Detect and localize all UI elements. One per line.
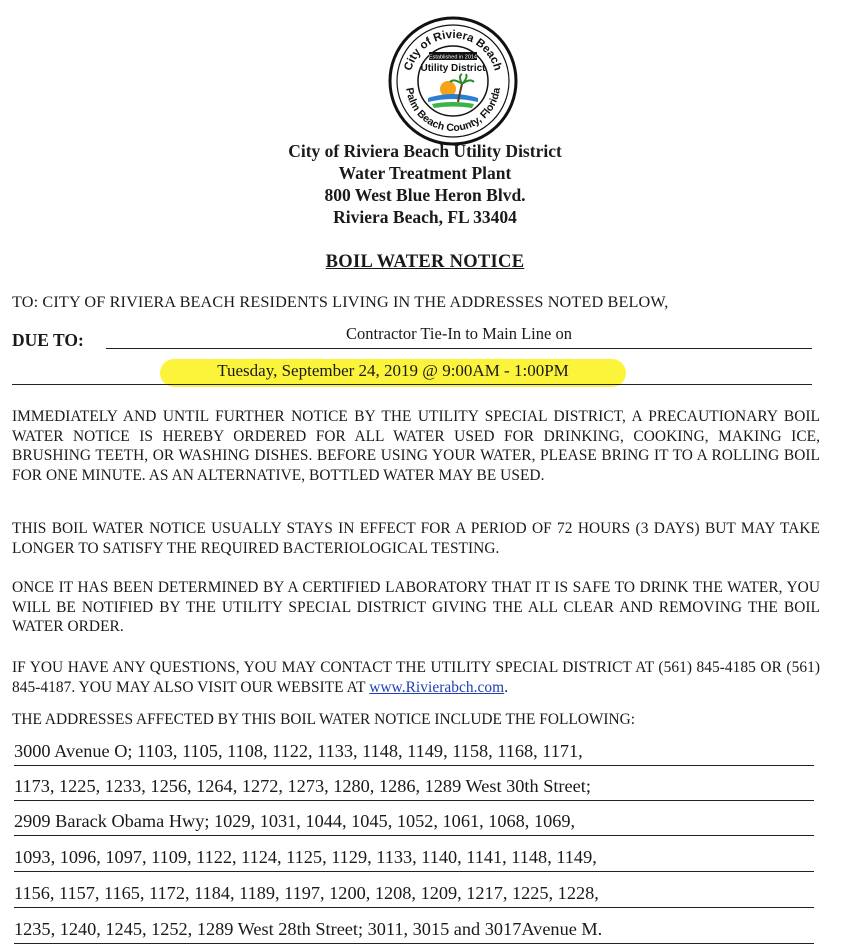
header-plant: Water Treatment Plant — [338, 163, 512, 183]
seal-center-text: Utility District — [420, 63, 486, 74]
website-link[interactable]: www.Rivierabch.com — [369, 678, 505, 696]
addresses-intro: THE ADDRESSES AFFECTED BY THIS BOIL WATER NOTICE INCLUDE THE FOLLOWING: — [12, 711, 636, 728]
address-line — [14, 874, 822, 908]
address-line — [14, 802, 822, 836]
utility-district-seal-logo — [388, 16, 518, 146]
paragraph-duration: THIS BOIL WATER NOTICE USUALLY STAYS IN EFFECT FOR A PERIOD OF 72 HOURS (3 DAYS) BUT MAY TAKE LONGER TO SATISFY THE REQUIRED BACTERIOLOGICAL TESTING. — [12, 520, 820, 557]
address-line-text: 1173, 1225, 1233, 1256, 1264, 1272, 1273, 1280, 1286, 1289 West 30th Street; — [14, 776, 591, 796]
paragraph-contact — [12, 658, 820, 697]
contact-end: . — [504, 678, 509, 696]
address-line-text: 3000 Avenue O; 1103, 1105, 1108, 1122, 1133, 1148, 1149, 1158, 1168, 1171, — [14, 741, 583, 761]
address-line-text: 1235, 1240, 1245, 1252, 1289 West 28th Street; 3011, 3015 and 3017Avenue M. — [14, 919, 603, 939]
address-line — [14, 910, 822, 944]
due-reason-rule — [106, 348, 812, 349]
due-to-label: DUE TO: — [12, 330, 84, 350]
header-organization: City of Riviera Beach Utility District — [288, 141, 562, 161]
address-line — [14, 838, 822, 872]
address-line — [14, 732, 822, 766]
seal-established-text: Established in 2014 — [428, 54, 478, 61]
due-datetime-rule — [12, 384, 812, 385]
header-street: 800 West Blue Heron Blvd. — [324, 185, 526, 205]
address-line-text: 1156, 1157, 1165, 1172, 1184, 1189, 1197, 1200, 1208, 1209, 1217, 1225, 1228, — [14, 883, 599, 903]
seal-ring-bottom-text: Palm Beach County, Florida — [403, 86, 503, 135]
notice-title: BOIL WATER NOTICE — [325, 252, 525, 272]
address-line-text: 2909 Barack Obama Hwy; 1029, 1031, 1044, 1045, 1052, 1061, 1068, 1069, — [14, 811, 576, 831]
address-line-text: 1093, 1096, 1097, 1109, 1122, 1124, 1125, 1129, 1133, 1140, 1141, 1148, 1149, — [14, 847, 597, 867]
due-datetime: Tuesday, September 24, 2019 @ 9:00AM - 1:00PM — [217, 361, 569, 380]
contact-text: IF YOU HAVE ANY QUESTIONS, YOU MAY CONTACT THE UTILITY SPECIAL DISTRICT AT (561) 845-4185 OR (561) 845-4187. YOU MAY ALSO VISIT OUR WEBSITE AT — [12, 659, 820, 696]
due-reason: Contractor Tie-In to Main Line on — [346, 324, 572, 343]
header-city: Riviera Beach, FL 33404 — [333, 207, 517, 227]
paragraph-boil-order: IMMEDIATELY AND UNTIL FURTHER NOTICE BY THE UTILITY SPECIAL DISTRICT, A PRECAUTIONARY BOIL WATER NOTICE IS HEREBY ORDERED FOR ALL WATER USED FOR DRINKING, COOKING, MAKING ICE, BRUSHING TEETH, OR WASHING DISHES. BEFORE USING YOUR WATER, PLEASE BRING IT TO A ROLLING BOIL FOR ONE MINUTE. AS AN ALTERNATIVE, BOTTLED WATER MAY BE USED. — [12, 408, 820, 484]
seal-ring-top-text: City of Riviera Beach — [402, 28, 504, 73]
to-line: TO: CITY OF RIVIERA BEACH RESIDENTS LIVING IN THE ADDRESSES NOTED BELOW, — [12, 293, 669, 311]
utility-address-header — [0, 140, 850, 228]
address-line — [14, 767, 822, 801]
paragraph-all-clear: ONCE IT HAS BEEN DETERMINED BY A CERTIFIED LABORATORY THAT IT IS SAFE TO DRINK THE WATER, YOU WILL BE NOTIFIED BY THE UTILITY SPECIAL DISTRICT GIVING THE ALL CLEAR AND REMOVING THE BOIL WATER ORDER. — [12, 579, 820, 635]
